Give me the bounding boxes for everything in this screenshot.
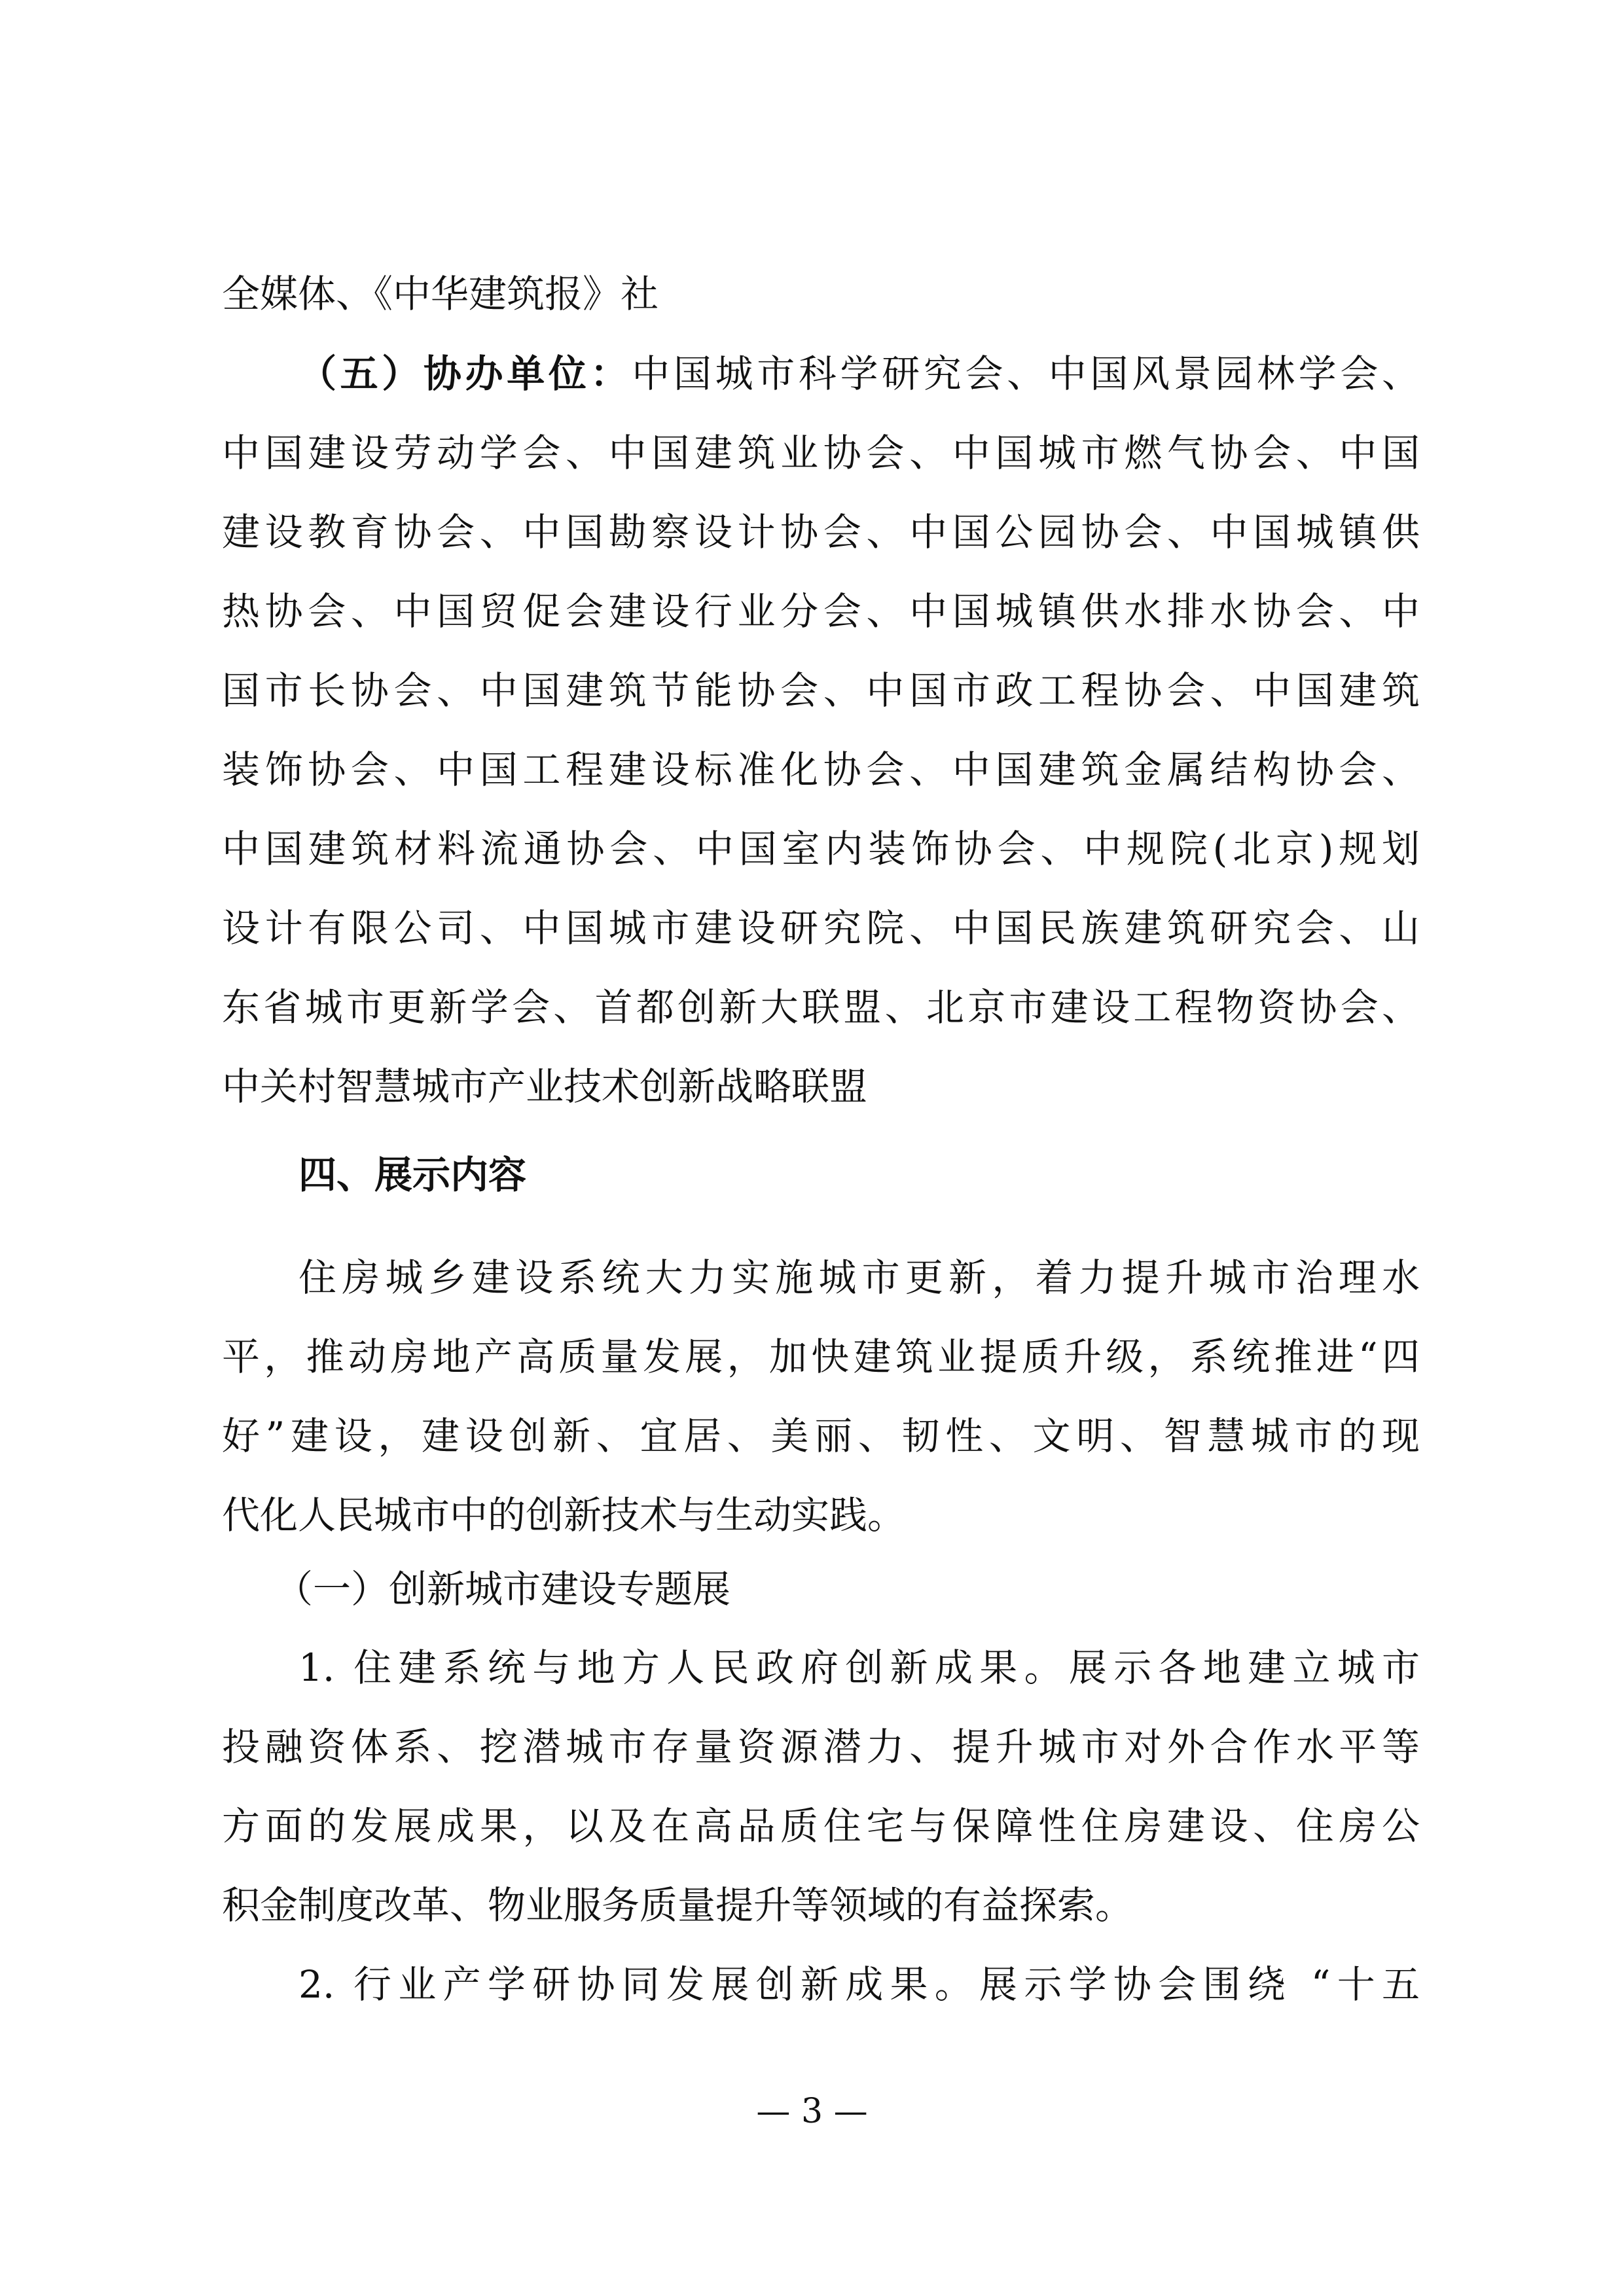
section-heading: 四、展示内容 xyxy=(298,1153,527,1197)
text-line: 全媒体、《中华建筑报》社 xyxy=(222,272,659,316)
text-line: 积金制度改革、物业服务质量提升等领域的有益探索。 xyxy=(222,1883,1134,1928)
text-line: 代化人民城市中的创新技术与生动实践。 xyxy=(222,1493,906,1537)
text-line: 好”建设，建设创新、宜居、美丽、韧性、文明、智慧城市的现 xyxy=(222,1414,1420,1458)
text-line: 方面的发展成果，以及在高品质住宅与保障性住房建设、住房公 xyxy=(222,1804,1420,1848)
text-line: 设计有限公司、中国城市建设研究院、中国民族建筑研究会、山 xyxy=(222,906,1420,950)
text-line: 热协会、中国贸促会建设行业分会、中国城镇供水排水协会、中 xyxy=(222,589,1420,634)
text-line: 国市长协会、中国建筑节能协会、中国市政工程协会、中国建筑 xyxy=(222,668,1420,713)
text-line: 2. 行业产学研协同发展创新成果。展示学协会围绕 “十五 xyxy=(298,1962,1420,2007)
text-line: 装饰协会、中国工程建设标准化协会、中国建筑金属结构协会、 xyxy=(222,747,1420,792)
subsection-heading: （一）创新城市建设专题展 xyxy=(275,1567,731,1611)
text-line: 建设教育协会、中国勘察设计协会、中国公园协会、中国城镇供 xyxy=(222,510,1420,554)
text-line-content: 中国城市科学研究会、中国风景园林学会、 xyxy=(632,351,1420,396)
text-line: 投融资体系、挖潜城市存量资源潜力、提升城市对外合作水平等 xyxy=(222,1725,1420,1769)
text-line: 中国建设劳动学会、中国建筑业协会、中国城市燃气协会、中国 xyxy=(222,431,1420,475)
page-number: — 3 — xyxy=(756,2092,868,2131)
text-line: 中国建筑材料流通协会、中国室内装饰协会、中规院(北京)规划 xyxy=(222,827,1420,871)
text-line: 东省城市更新学会、首都创新大联盟、北京市建设工程物资协会、 xyxy=(222,985,1420,1030)
section-subheading: （五）协办单位： xyxy=(298,351,632,396)
text-line: 中关村智慧城市产业技术创新战略联盟 xyxy=(222,1064,868,1109)
text-line: 住房城乡建设系统大力实施城市更新，着力提升城市治理水 xyxy=(298,1255,1420,1300)
text-line: 1. 住建系统与地方人民政府创新成果。展示各地建立城市 xyxy=(298,1645,1420,1690)
text-line xyxy=(298,334,1420,413)
text-line: 平，推动房地产高质量发展，加快建筑业提质升级，系统推进“四 xyxy=(222,1335,1420,1379)
